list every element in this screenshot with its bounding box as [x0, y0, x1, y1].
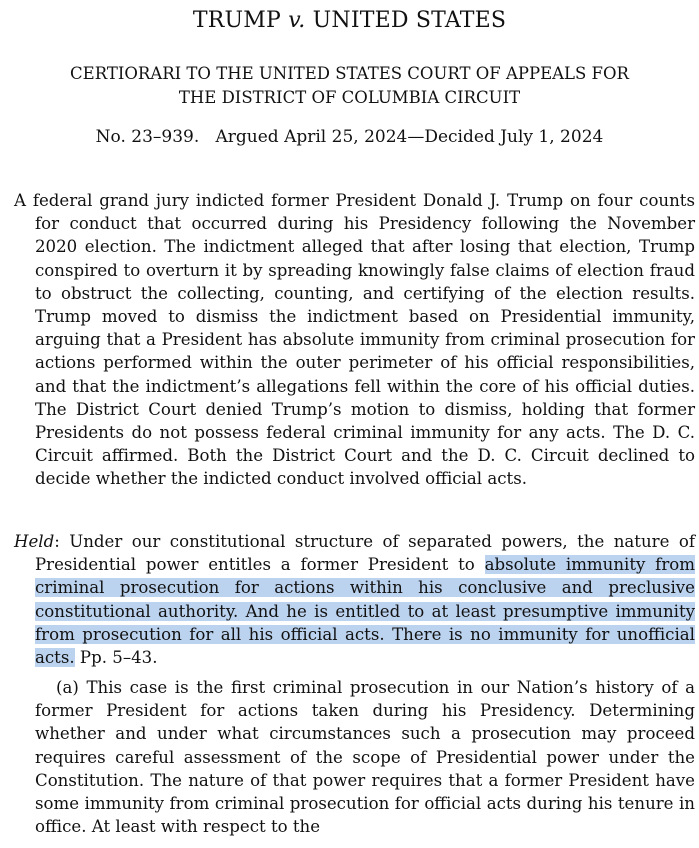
- case-name-v: v.: [288, 8, 306, 33]
- case-name-right: UNITED STATES: [312, 8, 507, 33]
- certiorari-line-1: CERTIORARI TO THE UNITED STATES COURT OF APPEALS FOR: [70, 64, 629, 83]
- docket-line: [0, 127, 699, 147]
- argued-decided: Argued April 25, 2024—Decided July 1, 2024: [215, 127, 604, 147]
- held-highlighted-text[interactable]: absolute immunity from criminal prosecution for actions within his conclusive and preclusive constitutional authority. And he is entitled to at least presumptive immunity from prosecution for all his official acts. There is no immunity for unofficial acts.: [35, 555, 695, 668]
- held-label: Held: [14, 532, 55, 551]
- docket-number: No. 23–939.: [95, 127, 200, 147]
- case-title: [0, 8, 699, 33]
- certiorari-heading: [0, 62, 699, 110]
- held-text-post: Pp. 5–43.: [74, 648, 158, 668]
- certiorari-line-2: THE DISTRICT OF COLUMBIA CIRCUIT: [178, 88, 521, 107]
- part-a-paragraph[interactable]: (a) This case is the first criminal prosecution in our Nation’s history of a former President for actions taken during his Presidency. Determining whether and under what circumstances such a prosecution may proceed requires careful assessment of the scope of Presidential power under the Constitution. The nature of that power requires that a former President have some immunity from criminal prosecution for official acts during his tenure in office. At least with respect to the: [35, 678, 695, 837]
- held-paragraph[interactable]: [14, 530, 695, 669]
- case-name-left: TRUMP: [192, 8, 281, 33]
- syllabus-intro[interactable]: A federal grand jury indicted former President Donald J. Trump on four counts for conduct that occurred during his Presidency following the November 2020 election. The indictment alleged that after losing that election, Trump conspired to overturn it by spreading knowingly false claims of election fraud to obstruct the collecting, counting, and certifying of the election results. Trump moved to dismiss the indictment based on Presidential immunity, arguing that a President has absolute immunity from criminal prosecution for actions performed within the outer perimeter of his official responsibilities, and that the indictment’s allegations fell within the core of his official duties. The District Court denied Trump’s motion to dismiss, holding that former Presidents do not possess federal criminal immunity for any acts. The D. C. Circuit affirmed. Both the District Court and the D. C. Circuit declined to decide whether the indicted conduct involved official acts.: [14, 191, 695, 489]
- held-text-pre: : Under our constitutional structure of separated powers, the nature of Presidential power entitles a former President to: [35, 532, 695, 575]
